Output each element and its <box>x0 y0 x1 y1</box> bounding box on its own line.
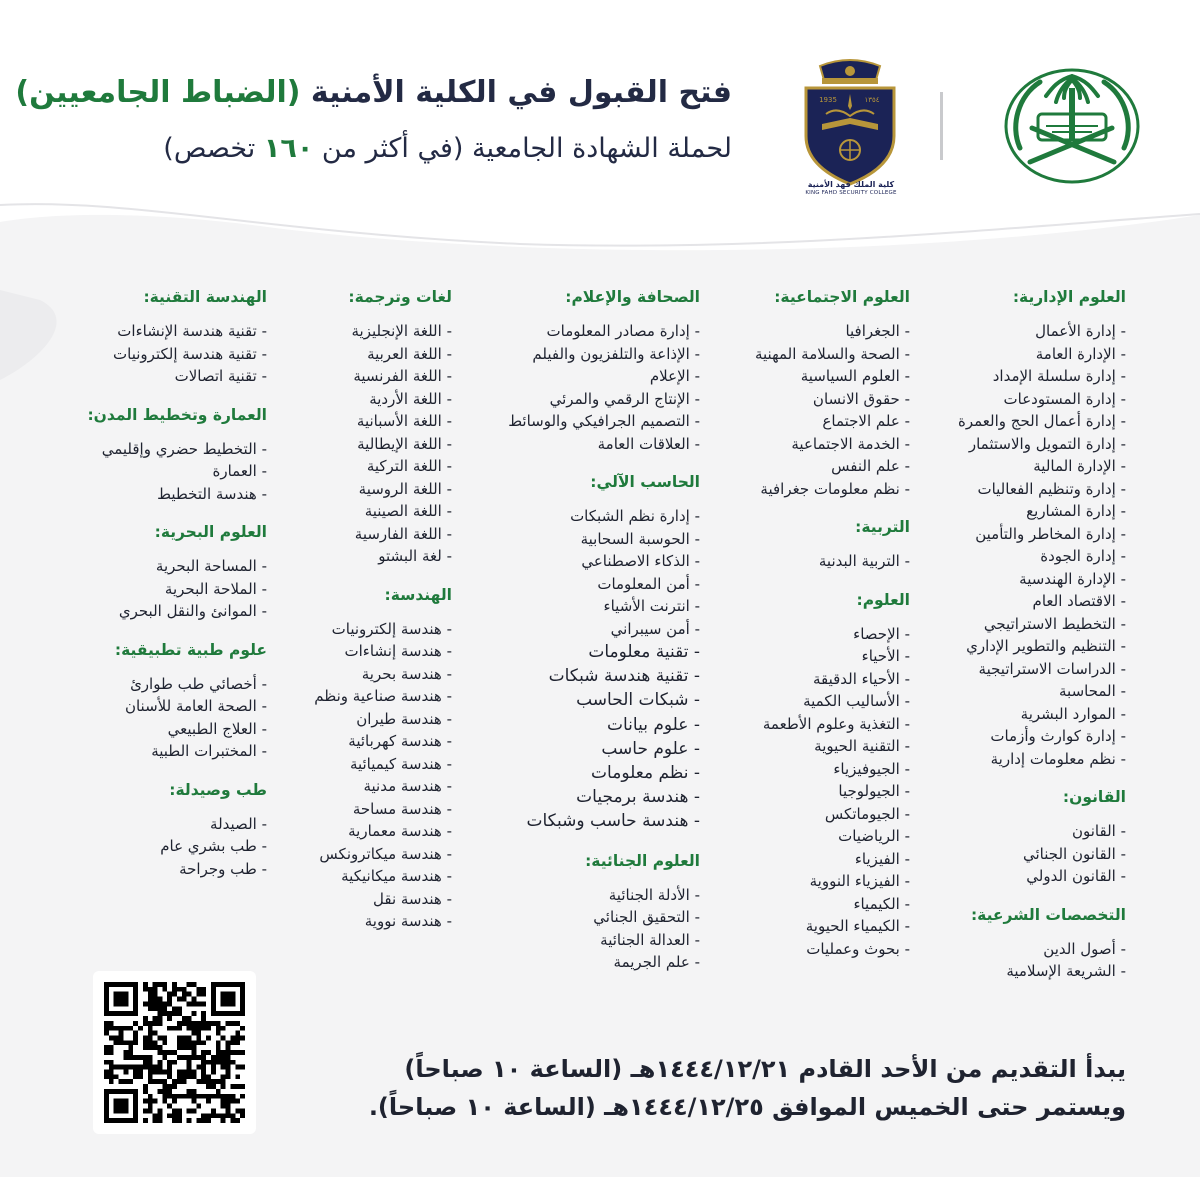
specialty-item: - الإذاعة والتلفزيون والفيلم <box>460 343 700 366</box>
specialty-list <box>710 320 910 500</box>
column-1 <box>896 286 1126 999</box>
specialty-item: - الأدلة الجنائية <box>460 884 700 907</box>
specialty-item: - طب وجراحة <box>77 858 267 881</box>
specialty-item: - اللغة الصينية <box>282 500 452 523</box>
specialty-item: - الجغرافيا <box>710 320 910 343</box>
specialty-list <box>77 320 267 388</box>
specialty-item: - الاقتصاد العام <box>896 590 1126 613</box>
specialty-item: - الصحة العامة للأسنان <box>77 695 267 718</box>
specialty-item: - هندسة صناعية ونظم <box>282 685 452 708</box>
college-logo <box>800 58 900 198</box>
specialty-item: - العلاقات العامة <box>460 433 700 456</box>
specialty-item: - الجيوفيزياء <box>710 758 910 781</box>
specialty-item: - بحوث وعمليات <box>710 938 910 961</box>
specialty-item: - التحقيق الجنائي <box>460 906 700 929</box>
specialty-item: - التخطيط الاستراتيجي <box>896 613 1126 636</box>
column-3 <box>460 286 700 990</box>
specialty-section <box>710 286 910 500</box>
specialty-list <box>282 618 452 933</box>
section-title: العلوم الإدارية: <box>1012 288 1126 306</box>
section-title: التربية: <box>855 518 910 536</box>
specialty-list <box>460 884 700 974</box>
specialty-item: - هندسة طيران <box>282 708 452 731</box>
specialty-section <box>77 521 267 623</box>
specialty-item: - أمن سيبراني <box>460 618 700 641</box>
specialty-item: - هندسة مساحة <box>282 798 452 821</box>
section-title: الهندسة: <box>384 585 452 604</box>
specialty-item: - نظم معلومات <box>460 761 700 785</box>
specialty-item: - هندسة برمجيات <box>460 785 700 809</box>
specialty-item: - هندسة ميكاترونكس <box>282 843 452 866</box>
specialty-list <box>460 505 700 834</box>
specialty-section <box>710 516 910 573</box>
specialty-item: - هندسة إلكترونيات <box>282 618 452 641</box>
specialty-item: - الإدارة الهندسية <box>896 568 1126 591</box>
specialty-item: - هندسة التخطيط <box>77 483 267 506</box>
section-title: العلوم: <box>856 590 910 609</box>
specialty-item: - الرياضيات <box>710 825 910 848</box>
specialty-item: - الفيزياء النووية <box>710 870 910 893</box>
specialty-item: - الموانئ والنقل البحري <box>77 600 267 623</box>
section-title: الهندسة التقنية: <box>143 288 267 306</box>
specialty-item: - اللغة الأردية <box>282 388 452 411</box>
specialty-section <box>77 779 267 881</box>
specialty-item: - الجيولوجيا <box>710 780 910 803</box>
specialty-item: - الحوسبة السحابية <box>460 528 700 551</box>
specialty-item: - الموارد البشرية <box>896 703 1126 726</box>
header <box>0 0 1200 250</box>
specialty-list <box>77 555 267 623</box>
qr-code[interactable] <box>104 982 245 1123</box>
college-name-arabic: كلية الملك فهد الأمنية <box>807 180 895 189</box>
column-2 <box>710 286 910 976</box>
specialty-section <box>77 404 267 506</box>
specialty-item: - تقنية معلومات <box>460 640 700 664</box>
specialty-item: - إدارة نظم الشبكات <box>460 505 700 528</box>
specialty-item: - انترنت الأشياء <box>460 595 700 618</box>
specialty-item: - الإنتاج الرقمي والمرئي <box>460 388 700 411</box>
specialty-item: - التربية البدنية <box>710 550 910 573</box>
specialty-list <box>896 938 1126 983</box>
specialty-item: - حقوق الانسان <box>710 388 910 411</box>
specialty-section <box>896 786 1126 888</box>
specialty-section <box>710 589 910 961</box>
specialty-item: - إدارة كوارث وأزمات <box>896 725 1126 748</box>
specialty-item: - لغة البشتو <box>282 545 452 568</box>
specialty-item: - الفيزياء <box>710 848 910 871</box>
specialty-item: - تقنية هندسة الإنشاءات <box>77 320 267 343</box>
specialty-item: - إدارة الأعمال <box>896 320 1126 343</box>
section-title: علوم طبية تطبيقية: <box>114 640 267 659</box>
specialty-item: - علوم بيانات <box>460 713 700 737</box>
specialty-item: - التنظيم والتطوير الإداري <box>896 635 1126 658</box>
specialty-section <box>282 286 452 568</box>
specialty-section <box>77 286 267 388</box>
specialty-item: - إدارة أعمال الحج والعمرة <box>896 410 1126 433</box>
specialty-item: - التقنية الحيوية <box>710 735 910 758</box>
specialty-item: - اللغة الفرنسية <box>282 365 452 388</box>
specialty-item: - نظم معلومات إدارية <box>896 748 1126 771</box>
specialty-item: - تقنية هندسة إلكترونيات <box>77 343 267 366</box>
specialties-count: ١٦٠ <box>263 133 314 164</box>
specialty-list <box>460 320 700 455</box>
specialty-item: - علم الاجتماع <box>710 410 910 433</box>
footer-end-date: ويستمر حتى الخميس الموافق ١٤٤٤/١٢/٢٥هـ (الساعة ١٠ صباحاً). <box>368 1093 1126 1121</box>
main-title: فتح القبول في الكلية الأمنية (الضباط الجامعيين) <box>15 75 732 110</box>
specialty-item: - اللغة العربية <box>282 343 452 366</box>
specialty-item: - الخدمة الاجتماعية <box>710 433 910 456</box>
specialty-item: - هندسة كيميائية <box>282 753 452 776</box>
logo-divider <box>940 92 943 160</box>
specialty-item: - أصول الدين <box>896 938 1126 961</box>
specialty-item: - الصيدلة <box>77 813 267 836</box>
specialty-item: - طب بشري عام <box>77 835 267 858</box>
specialty-item: - إدارة المخاطر والتأمين <box>896 523 1126 546</box>
section-title: العلوم الاجتماعية: <box>774 288 910 306</box>
specialty-list <box>710 550 910 573</box>
specialty-item: - الجيوماتكس <box>710 803 910 826</box>
section-title: العلوم الجنائية: <box>585 851 700 870</box>
section-title: لغات وترجمة: <box>348 288 452 306</box>
specialty-item: - هندسة بحرية <box>282 663 452 686</box>
section-title: الحاسب الآلي: <box>590 473 700 491</box>
subtitle: لحملة الشهادة الجامعية (في أكثر من ١٦٠ تخصص) <box>163 133 732 164</box>
specialty-item: - العلاج الطبيعي <box>77 718 267 741</box>
specialty-section <box>460 286 700 455</box>
specialty-section <box>460 471 700 834</box>
college-year-right: ١٣٥٤ <box>864 96 880 104</box>
footer-start-date: يبدأ التقديم من الأحد القادم ١٤٤٤/١٢/٢١هـ (الساعة ١٠ صباحاً) <box>404 1055 1126 1083</box>
specialty-item: - إدارة التمويل والاستثمار <box>896 433 1126 456</box>
specialty-item: - إدارة المشاريع <box>896 500 1126 523</box>
specialty-section <box>896 904 1126 983</box>
specialty-list <box>77 813 267 881</box>
column-5 <box>77 286 267 896</box>
specialty-item: - اللغة التركية <box>282 455 452 478</box>
specialty-item: - شبكات الحاسب <box>460 688 700 712</box>
specialty-item: - الذكاء الاصطناعي <box>460 550 700 573</box>
specialty-item: - اللغة الإيطالية <box>282 433 452 456</box>
specialty-list <box>710 623 910 961</box>
specialty-item: - الدراسات الاستراتيجية <box>896 658 1126 681</box>
specialty-item: - اللغة الأسبانية <box>282 410 452 433</box>
specialty-item: - المساحة البحرية <box>77 555 267 578</box>
specialty-item: - المختبرات الطبية <box>77 740 267 763</box>
title-highlight: (الضباط الجامعيين) <box>15 75 301 110</box>
specialty-item: - الإحصاء <box>710 623 910 646</box>
specialty-list <box>896 320 1126 770</box>
specialty-item: - التصميم الجرافيكي والوسائط <box>460 410 700 433</box>
specialty-item: - هندسة حاسب وشبكات <box>460 809 700 833</box>
specialty-item: - علم الجريمة <box>460 951 700 974</box>
specialty-item: - الكيمياء الحيوية <box>710 915 910 938</box>
specialty-section <box>282 584 452 933</box>
specialty-item: - هندسة معمارية <box>282 820 452 843</box>
specialty-item: - تقنية هندسة شبكات <box>460 664 700 688</box>
specialty-item: - العلوم السياسية <box>710 365 910 388</box>
specialty-item: - علوم حاسب <box>460 737 700 761</box>
section-title: الصحافة والإعلام: <box>565 288 700 306</box>
specialty-item: - إدارة المستودعات <box>896 388 1126 411</box>
specialty-item: - التخطيط حضري وإقليمي <box>77 438 267 461</box>
specialty-item: - إدارة الجودة <box>896 545 1126 568</box>
specialty-item: - الأحياء <box>710 645 910 668</box>
specialty-item: - هندسة نووية <box>282 910 452 933</box>
ministry-emblem-logo <box>1000 66 1145 186</box>
specialty-item: - هندسة ميكانيكية <box>282 865 452 888</box>
specialty-item: - العدالة الجنائية <box>460 929 700 952</box>
specialty-item: - التغذية وعلوم الأطعمة <box>710 713 910 736</box>
specialty-item: - اللغة الفارسية <box>282 523 452 546</box>
specialty-item: - هندسة كهربائية <box>282 730 452 753</box>
specialty-item: - الأساليب الكمية <box>710 690 910 713</box>
specialty-item: - إدارة سلسلة الإمداد <box>896 365 1126 388</box>
specialty-item: - هندسة مدنية <box>282 775 452 798</box>
specialty-item: - الأحياء الدقيقة <box>710 668 910 691</box>
specialty-item: - القانون الدولي <box>896 865 1126 888</box>
specialty-item: - الكيمياء <box>710 893 910 916</box>
specialty-item: - تقنية اتصالات <box>77 365 267 388</box>
specialty-list <box>77 673 267 763</box>
section-title: التخصصات الشرعية: <box>970 905 1126 924</box>
specialty-section <box>896 286 1126 770</box>
specialty-item: - هندسة نقل <box>282 888 452 911</box>
specialty-item: - الملاحة البحرية <box>77 578 267 601</box>
section-title: طب وصيدلة: <box>169 780 267 799</box>
specialty-item: - اللغة الإنجليزية <box>282 320 452 343</box>
specialty-item: - المحاسبة <box>896 680 1126 703</box>
specialty-item: - إدارة مصادر المعلومات <box>460 320 700 343</box>
specialty-item: - العمارة <box>77 460 267 483</box>
application-dates <box>369 1050 1126 1126</box>
specialty-item: - الشريعة الإسلامية <box>896 960 1126 983</box>
specialty-item: - أمن المعلومات <box>460 573 700 596</box>
column-4 <box>282 286 452 949</box>
specialty-item: - الإدارة العامة <box>896 343 1126 366</box>
specialty-item: - الإعلام <box>460 365 700 388</box>
specialty-item: - القانون الجنائي <box>896 843 1126 866</box>
section-title: العلوم البحرية: <box>154 523 267 541</box>
specialty-list <box>282 320 452 568</box>
specialty-item: - هندسة إنشاءات <box>282 640 452 663</box>
specialty-item: - علم النفس <box>710 455 910 478</box>
college-name-english: KING FAHD SECURITY COLLEGE <box>805 190 897 196</box>
section-title: العمارة وتخطيط المدن: <box>87 405 267 424</box>
specialty-item: - الإدارة المالية <box>896 455 1126 478</box>
specialty-section <box>460 850 700 974</box>
specialty-section <box>77 639 267 763</box>
specialty-item: - أخصائي طب طوارئ <box>77 673 267 696</box>
specialty-item: - القانون <box>896 820 1126 843</box>
specialty-item: - الصحة والسلامة المهنية <box>710 343 910 366</box>
specialty-item: - إدارة وتنظيم الفعاليات <box>896 478 1126 501</box>
college-year-left: 1935 <box>819 96 837 104</box>
specialty-list <box>77 438 267 506</box>
section-title: القانون: <box>1062 788 1126 806</box>
specialty-item: - نظم معلومات جغرافية <box>710 478 910 501</box>
specialty-item: - اللغة الروسية <box>282 478 452 501</box>
specialty-list <box>896 820 1126 888</box>
